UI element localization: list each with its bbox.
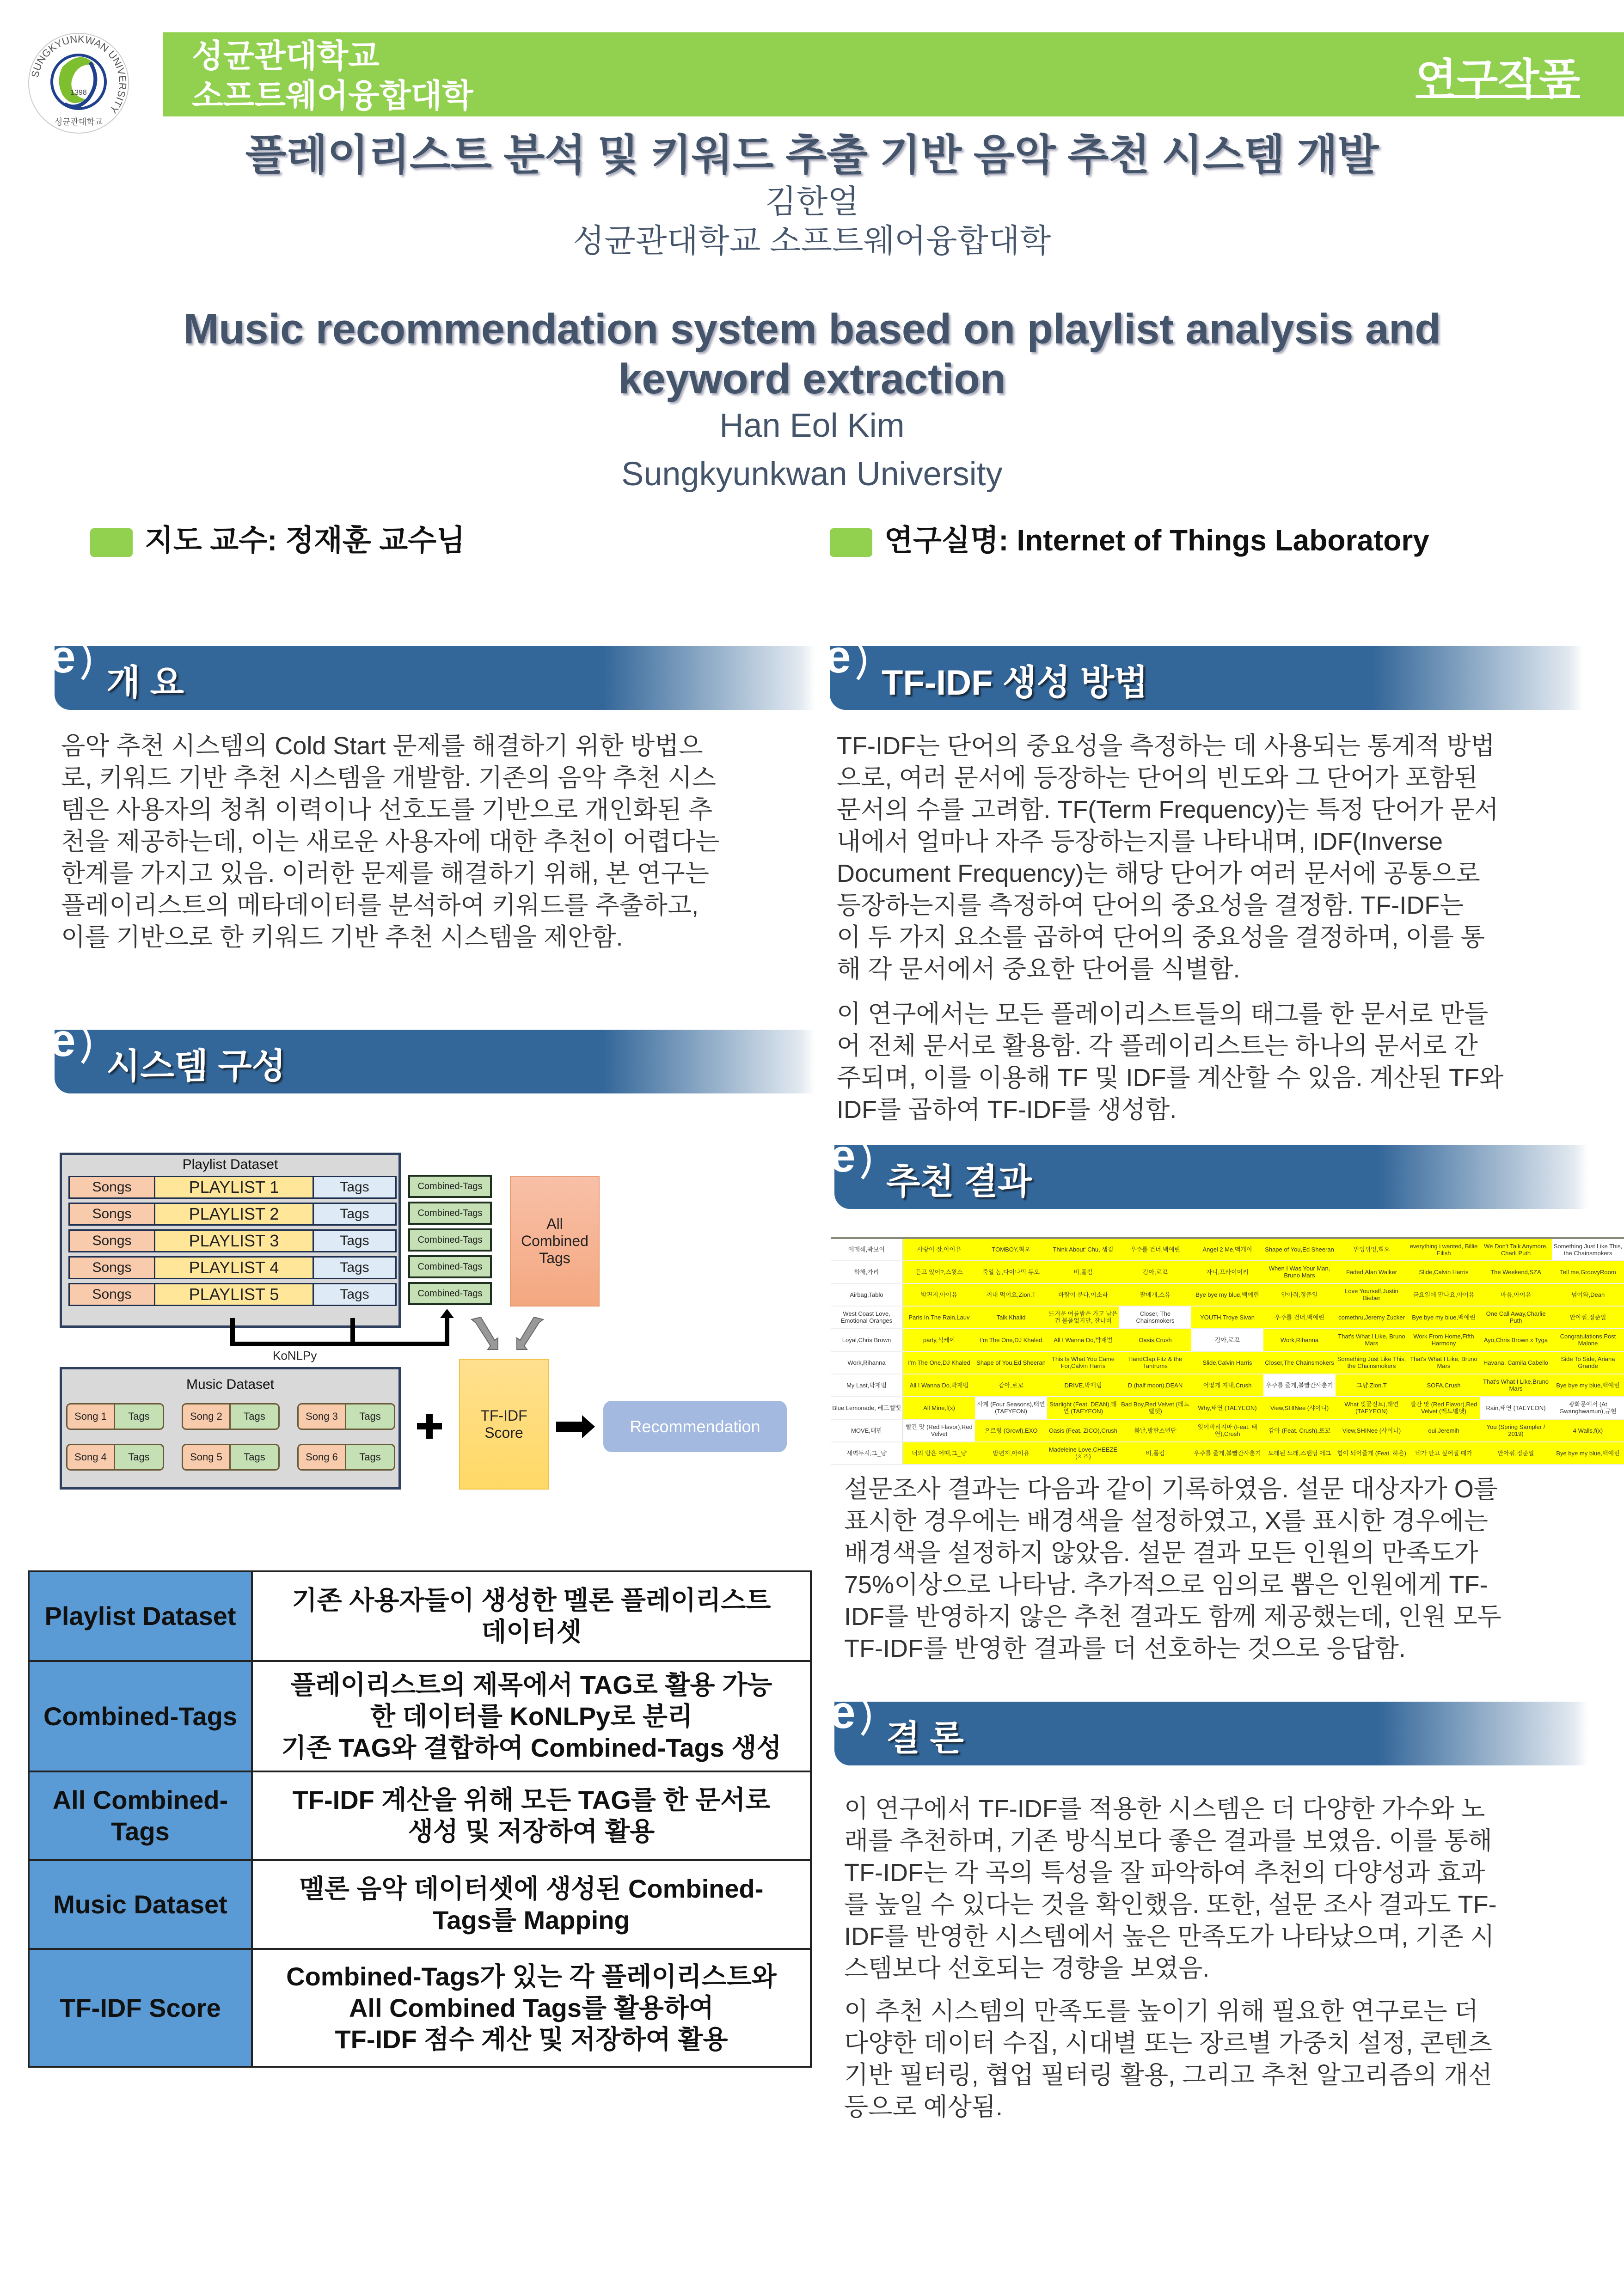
text-line: 를 높일 수 있다는 것을 확인했음. 또한, 설문 조사 결과도 TF-: [844, 1891, 1497, 1918]
description-line: 데이터셋: [481, 1617, 582, 1646]
text-line: IDF를 반영하지 않은 추천 결과도 함께 제공했는데, 인원 모두: [844, 1603, 1501, 1630]
song-pill: [66, 1403, 164, 1430]
playlist-row: [68, 1283, 397, 1306]
section-header-system: [50, 1017, 815, 1093]
banner-university: 성균관대학교: [192, 38, 380, 74]
description-line: All Combined Tags를 활용하여: [349, 1993, 714, 2022]
text-line: 문서의 수를 고려함. TF(Term Frequency)는 특정 단어가 문서: [837, 796, 1499, 824]
song-tags-label: Tags: [231, 1404, 278, 1429]
playlist-row: [68, 1229, 397, 1252]
recommended-song-liked: I'm The One,DJ Khaled: [975, 1329, 1047, 1351]
recommended-song-liked: 어떻게 지내,Crush: [1191, 1374, 1263, 1397]
recommended-song-liked: Why,태연 (TAEYEON): [1191, 1397, 1263, 1419]
section-title: TF-IDF 생성 방법: [882, 663, 1148, 702]
recommended-song-liked: YOUTH,Troye Sivan: [1191, 1306, 1263, 1329]
school-english: Sungkyunkwan University: [621, 456, 1003, 493]
svg-text:e: e: [50, 1017, 76, 1066]
definition-row: [29, 1860, 811, 1949]
song-pill: [297, 1444, 395, 1471]
description-line: 멜론 음악 데이터셋에 생성된 Combined-: [299, 1874, 764, 1903]
results-row: [831, 1351, 1624, 1374]
recommended-song-liked: That's What I Like, Bruno Mars: [1408, 1351, 1480, 1374]
e-logo-icon: [50, 1017, 101, 1072]
recommended-song-not-liked: 사계 (Four Seasons),태연 (TAEYEON): [975, 1397, 1047, 1419]
recommended-song-liked: Bye bye my blue,백예린: [1552, 1442, 1624, 1465]
recommended-song-liked: Slide,Calvin Harris: [1408, 1261, 1480, 1283]
text-line: IDF를 곱하여 TF-IDF를 생성함.: [837, 1096, 1177, 1124]
song-pill: [182, 1403, 280, 1430]
text-line: 이 연구에서 TF-IDF를 적용한 시스템은 더 다양한 가수와 노: [844, 1795, 1485, 1823]
definition-row: [29, 1571, 811, 1661]
konlpy-flow-arrow-icon: [222, 1308, 462, 1354]
recommended-song-liked: 비,폴킴: [1119, 1442, 1191, 1465]
recommended-song-liked: party,식케이: [903, 1329, 975, 1351]
all-combined-tags-box: All Combined Tags: [510, 1176, 600, 1307]
recommended-song-liked: 사랑이 잘,아이유: [903, 1238, 975, 1261]
description-line: 플레이리스트의 제목에서 TAG로 활용 가능: [290, 1670, 772, 1699]
definition-row: [29, 1771, 811, 1860]
playlist-row: [68, 1256, 397, 1279]
songs-cell: Songs: [70, 1204, 154, 1224]
recommended-song-liked: 금요일에 만나요,아이유: [1408, 1283, 1480, 1306]
recommended-song-liked: Side To Side, Ariana Grande: [1552, 1351, 1624, 1374]
recommended-song-liked: oui,Jeremih: [1408, 1419, 1480, 1442]
e-logo-icon: [830, 1689, 881, 1744]
recommended-song-liked: 잊어버리지마 (Feat. 태연),Crush: [1191, 1419, 1263, 1442]
right-arrow-icon: [556, 1415, 595, 1438]
recommended-song-liked: Starlight (Feat. DEAN),태연 (TAEYEON): [1047, 1397, 1119, 1419]
recommended-song-not-liked: 광화문에서 (At Gwanghwamun),규현: [1552, 1397, 1624, 1419]
recommended-song-liked: Oasis,Crush: [1119, 1329, 1191, 1351]
banner-category-tag: 연구작품: [1416, 56, 1580, 103]
definition-term: Music Dataset: [29, 1860, 252, 1949]
songs-cell: Songs: [70, 1284, 154, 1305]
text-line: 으로, 여러 문서에 등장하는 단어의 빈도와 그 단어가 포함된: [837, 764, 1478, 792]
text-line: 플레이리스트의 메타데이터를 분석하여 키워드를 추출하고,: [61, 892, 699, 919]
recommended-song-liked: DRIVE,박재범: [1047, 1374, 1119, 1397]
logo-ring-text: SUNGKYUNKWAN UNIVERSITY: [29, 33, 129, 116]
e-logo-icon: [825, 633, 876, 689]
description-line: TF-IDF 점수 계산 및 저장하여 활용: [335, 2024, 728, 2054]
recommended-song-liked: 죽일 놈,다이나믹 듀오: [975, 1261, 1047, 1283]
playlist-cell: PLAYLIST 5: [154, 1284, 314, 1305]
recommended-song-liked: Slide,Calvin Harris: [1191, 1351, 1263, 1374]
recommended-song-liked: 으르렁 (Growl),EXO: [975, 1419, 1047, 1442]
recommended-song-liked: SOFA,Crush: [1408, 1374, 1480, 1397]
combined-tags-box: Combined-Tags: [408, 1202, 492, 1225]
definition-row: [29, 1949, 811, 2067]
recommended-song-liked: 꺼내 먹어요,Zion.T: [975, 1283, 1047, 1306]
recommended-song-liked: 빨간 맛 (Red Flavor),Red Velvet (레드벨벳): [1408, 1397, 1480, 1419]
title-korean: 플레이리스트 분석 및 키워드 추출 기반 음악 추천 시스템 개발: [245, 132, 1379, 179]
song-label: Song 5: [183, 1445, 231, 1469]
playlist-row: [68, 1203, 397, 1226]
recommended-song-liked: everything i wanted, Billie Eilish: [1408, 1238, 1480, 1261]
recommended-song-liked: 감아,로꼬: [975, 1374, 1047, 1397]
recommended-song-liked: All I Wanna Do,박재범: [1047, 1329, 1119, 1351]
song-tags-label: Tags: [115, 1445, 163, 1469]
recommended-song-liked: TOMBOY,혁오: [975, 1238, 1047, 1261]
recommended-song-liked: Ayo,Chris Brown x Tyga: [1480, 1329, 1552, 1351]
text-line: 등으로 예상됨.: [844, 2093, 1003, 2121]
tfidf-score-box: TF-IDF Score: [459, 1359, 549, 1490]
text-line: 래를 추천하며, 기존 방식보다 좋은 결과를 보였음. 이를 통해: [844, 1827, 1492, 1855]
playlist-dataset-title: Playlist Dataset: [182, 1157, 278, 1172]
text-line: TF-IDF는 각 곡의 특성을 잘 파악하여 추천의 다양성과 효과: [844, 1859, 1485, 1887]
row-seed-song: 하해,가리: [831, 1261, 903, 1283]
recommended-song-not-liked: Closer, The Chainsmokers: [1119, 1306, 1191, 1329]
results-row: [831, 1419, 1624, 1442]
results-row: [831, 1374, 1624, 1397]
header-banner: [163, 32, 1624, 116]
recommended-song-liked: Faded,Alan Walker: [1336, 1261, 1408, 1283]
advisor-info: [90, 517, 465, 559]
playlist-cell: PLAYLIST 4: [154, 1258, 314, 1278]
section-title: 추천 결과: [886, 1162, 1032, 1202]
section-header-tfidf: [825, 633, 1583, 710]
recommended-song-liked: All I Wanna Do,박재범: [903, 1374, 975, 1397]
text-line: 로, 키워드 기반 추천 시스템을 개발함. 기존의 음악 추천 시스: [61, 764, 716, 792]
song-tags-label: Tags: [231, 1445, 278, 1469]
row-seed-song: Airbag,Tablo: [831, 1283, 903, 1306]
playlist-cell: PLAYLIST 3: [154, 1231, 314, 1251]
text-line: 템은 사용자의 청취 이력이나 선호도를 기반으로 개인화된 추: [61, 796, 713, 824]
recommended-song-liked: 안아줘,정준일: [1480, 1442, 1552, 1465]
recommended-song-liked: That's What I Like,Bruno Mars: [1480, 1374, 1552, 1397]
song-label: Song 6: [299, 1445, 346, 1469]
recommended-song-liked: 안아줘,정준일: [1263, 1283, 1336, 1306]
recommended-song-not-liked: Something Just Like This, the Chainsmokers: [1552, 1238, 1624, 1261]
section-title: 결 론: [886, 1719, 964, 1758]
title-english-line1: Music recommendation system based on playlist analysis and: [183, 305, 1441, 353]
recommended-song-liked: 힘이 되어줄게 (Feat. 하은): [1336, 1442, 1408, 1465]
recommended-song-liked: 안아줘,정준일: [1552, 1306, 1624, 1329]
recommended-song-liked: That's What I Like, Bruno Mars: [1336, 1329, 1408, 1351]
author-korean: 김한얼: [765, 183, 859, 220]
text-line: IDF를 반영한 시스템에서 높은 만족도가 나타났으며, 기존 시: [844, 1923, 1495, 1950]
definitions-table: [28, 1570, 812, 2068]
definition-description: [252, 1949, 811, 2067]
green-bullet-icon: [830, 528, 872, 557]
recommended-song-liked: Shape of You,Ed Sheeran: [1263, 1238, 1336, 1261]
recommended-song-liked: 팔베개,소유: [1119, 1283, 1191, 1306]
section-header-results: [830, 1132, 1588, 1209]
section-title: 개 요: [106, 663, 184, 702]
combined-tags-box: Combined-Tags: [408, 1175, 492, 1198]
merge-arrows-icon: [469, 1317, 545, 1352]
recommended-song-liked: 밤편지,아이유: [903, 1283, 975, 1306]
text-line: 이 연구에서는 모든 플레이리스트들의 태그를 한 문서로 만들: [837, 1000, 1489, 1028]
row-seed-song: My Last,박재범: [831, 1374, 903, 1397]
songs-cell: Songs: [70, 1231, 154, 1251]
plus-icon: [417, 1414, 442, 1439]
text-line: 이 두 가지 요소를 곱하여 단어의 중요성을 결정하며, 이를 통: [837, 923, 1485, 951]
recommended-song-liked: 위잉위잉,혁오: [1336, 1238, 1408, 1261]
song-pill: [66, 1444, 164, 1471]
recommended-song-liked: 비,폴킴: [1047, 1261, 1119, 1283]
section-header-overview: [50, 633, 815, 710]
text-line: TF-IDF를 반영한 결과를 더 선호하는 것으로 응답함.: [844, 1635, 1406, 1662]
text-line: 내에서 얼마나 자주 등장하는지를 나타내며, IDF(Inverse: [837, 828, 1443, 855]
advisor-text: 지도 교수: 정재훈 교수님: [145, 524, 465, 557]
recommended-song-liked: 자니,프라이머리: [1191, 1261, 1263, 1283]
definition-term: Playlist Dataset: [29, 1571, 252, 1661]
results-row: [831, 1397, 1624, 1419]
tags-cell: Tags: [314, 1204, 395, 1224]
definition-description: [252, 1571, 811, 1661]
text-line: 이 추천 시스템의 만족도를 높이기 위해 필요한 연구로는 더: [844, 1997, 1478, 2025]
text-line: 표시한 경우에는 배경색을 설정하였고, X를 표시한 경우에는: [844, 1507, 1488, 1535]
song-tags-label: Tags: [115, 1404, 163, 1429]
recommended-song-liked: Madeleine Love,CHEEZE (치즈): [1047, 1442, 1119, 1465]
recommended-song-liked: HandClap,Fitz & the Tantrums: [1119, 1351, 1191, 1374]
svg-text:e: e: [830, 1689, 856, 1738]
combined-tags-box: Combined-Tags: [408, 1255, 492, 1278]
recommended-song-liked: Work From Home,Fifth Harmony: [1408, 1329, 1480, 1351]
recommended-song-liked: What 벚꽃진트),태연 (TAEYEON): [1336, 1397, 1408, 1419]
recommended-song-liked: Talk,Khalid: [975, 1306, 1047, 1329]
conclusion-text-2: [844, 1996, 1492, 2123]
description-line: 한 데이터를 KoNLPy로 분리: [370, 1701, 693, 1731]
recommendation-results-table: [831, 1237, 1624, 1465]
row-seed-song: Work,Rihanna: [831, 1351, 903, 1374]
recommended-song-liked: 감아,로꼬: [1119, 1261, 1191, 1283]
university-logo: [25, 30, 132, 136]
text-line: 주되며, 이를 이용해 TF 및 IDF를 계산할 수 있음. 계산된 TF와: [837, 1064, 1504, 1092]
recommended-song-liked: 봄날,방탄소년단: [1119, 1419, 1191, 1442]
recommended-song-liked: You (Spring Sampler / 2019): [1480, 1419, 1552, 1442]
definition-description: [252, 1661, 811, 1771]
results-row: [831, 1238, 1624, 1261]
recommended-song-liked: Think About' Chu, 샘김: [1047, 1238, 1119, 1261]
recommended-song-liked: 우주를 건너,백예린: [1119, 1238, 1191, 1261]
e-logo-icon: [830, 1132, 881, 1188]
tfidf-text-1: [837, 730, 1499, 985]
playlist-row: [68, 1176, 397, 1199]
recommended-song-liked: 바람이 분다,이소라: [1047, 1283, 1119, 1306]
recommended-song-liked: Bye bye my blue,백예린: [1408, 1306, 1480, 1329]
song-label: Song 1: [67, 1404, 115, 1429]
recommended-song-liked: 네가 안고 싶어질 때가: [1408, 1442, 1480, 1465]
conclusion-text-1: [844, 1793, 1497, 1985]
recommended-song-not-liked: Rain,태연 (TAEYEON): [1480, 1397, 1552, 1419]
description-line: Tags를 Mapping: [433, 1905, 630, 1935]
song-pill: [182, 1444, 280, 1471]
recommended-song-liked: 감아 (Feat. Crush),로꼬: [1263, 1419, 1336, 1442]
row-seed-song: MOVE,태민: [831, 1419, 903, 1442]
tags-cell: Tags: [314, 1231, 395, 1251]
music-dataset-title: Music Dataset: [186, 1377, 275, 1392]
recommended-song-liked: Love Yourself,Justin Bieber: [1336, 1283, 1408, 1306]
tfidf-text-2: [837, 998, 1503, 1126]
song-tags-label: Tags: [346, 1445, 394, 1469]
definition-description: [252, 1860, 811, 1949]
svg-text:e: e: [830, 1132, 856, 1182]
results-row: [831, 1283, 1624, 1306]
recommended-song-liked: 우주를 건너,백예린: [1263, 1306, 1336, 1329]
playlist-cell: PLAYLIST 1: [154, 1177, 314, 1197]
recommended-song-liked: Bye bye my blue,백예린: [1552, 1374, 1624, 1397]
recommended-song-liked: One Call Away,Charlie Puth: [1480, 1306, 1552, 1329]
recommended-song-liked: Angel 2 Me,맥케이: [1191, 1238, 1263, 1261]
recommended-song-liked: When I Was Your Man, Bruno Mars: [1263, 1261, 1336, 1283]
definition-row: [29, 1661, 811, 1771]
section-header-conclusion: [830, 1689, 1588, 1765]
recommended-song-liked: Something Just Like This, the Chainsmokers: [1336, 1351, 1408, 1374]
text-line: 천을 제공하는데, 이는 새로운 사용자에 대한 추천이 어렵다는: [61, 828, 720, 855]
svg-text:e: e: [50, 633, 76, 683]
results-row: [831, 1329, 1624, 1351]
combined-tags-box: Combined-Tags: [408, 1282, 492, 1305]
songs-cell: Songs: [70, 1258, 154, 1278]
lab-text: 연구실명: Internet of Things Laboratory: [884, 524, 1429, 557]
recommended-song-liked: Closer,The Chainsmokers: [1263, 1351, 1336, 1374]
row-seed-song: 새벽두시,그_냥: [831, 1442, 903, 1465]
song-tags-label: Tags: [346, 1404, 394, 1429]
recommended-song-liked: 듣고 있어?,스윗스: [903, 1261, 975, 1283]
recommended-song-liked: View,SHINee (샤이니): [1336, 1419, 1408, 1442]
recommended-song-not-liked: 감아,로꼬: [1191, 1329, 1263, 1351]
text-line: 배경색을 설정하지 않았음. 설문 결과 모든 인원의 만족도가: [844, 1539, 1478, 1567]
recommended-song-liked: 오래된 노래,스탠딩 에그: [1263, 1442, 1336, 1465]
description-line: TF-IDF 계산을 위해 모든 TAG를 한 문서로: [292, 1785, 771, 1814]
recommended-song-liked: This Is What You Came For,Calvin Harris: [1047, 1351, 1119, 1374]
description-line: Combined-Tags가 있는 각 플레이리스트와: [286, 1961, 777, 1991]
logo-korean-text: 성균관대학교: [54, 117, 103, 127]
recommended-song-liked: Bye bye my blue,백예린: [1191, 1283, 1263, 1306]
author-english: Han Eol Kim: [719, 407, 905, 444]
song-label: Song 2: [183, 1404, 231, 1429]
recommended-song-liked: Work,Rihanna: [1263, 1329, 1336, 1351]
logo-year: 1398: [70, 89, 87, 97]
recommended-song-liked: All Mine,f(x): [903, 1397, 975, 1419]
text-line: 설문조사 결과는 다음과 같이 기록하였음. 설문 대상자가 O를: [844, 1475, 1498, 1503]
text-line: 어 전체 문서로 활용함. 각 플레이리스트는 하나의 문서로 간: [837, 1032, 1478, 1060]
text-line: 해 각 문서에서 중요한 단어를 식별함.: [837, 955, 1240, 983]
music-dataset-box: [60, 1367, 401, 1490]
song-label: Song 3: [299, 1404, 346, 1429]
row-seed-song: Blue Lemonade, 레드벨벳: [831, 1397, 903, 1419]
recommended-song-liked: I'm The One,DJ Khaled: [903, 1351, 975, 1374]
description-line: 기존 사용자들이 생성한 멜론 플레이리스트: [292, 1586, 771, 1615]
songs-cell: Songs: [70, 1177, 154, 1197]
recommended-song-liked: Bad Boy,Red Velvet (레드벨벳): [1119, 1397, 1191, 1419]
recommended-song-liked: 넘어와,Dean: [1552, 1283, 1624, 1306]
section-title: 시스템 구성: [106, 1047, 286, 1086]
recommended-song-liked: Shape of You,Ed Sheeran: [975, 1351, 1047, 1374]
recommended-song-liked: Oasis (Feat. ZICO),Crush: [1047, 1419, 1119, 1442]
recommended-song-liked: 우주를 줄게,볼빨간사춘기: [1191, 1442, 1263, 1465]
recommended-song-liked: Havana, Camila Cabello: [1480, 1351, 1552, 1374]
recommended-song-liked: 마음,아이유: [1480, 1283, 1552, 1306]
results-text: [844, 1473, 1501, 1665]
recommended-song-not-liked: 우주를 줄게,볼빨간사춘기: [1263, 1374, 1336, 1397]
recommended-song-liked: 그냥,Zion.T: [1336, 1374, 1408, 1397]
text-line: 음악 추천 시스템의 Cold Start 문제를 해결하기 위한 방법으: [61, 732, 703, 760]
text-line: 등장하는지를 측정하여 단어의 중요성을 결정함. TF-IDF는: [837, 892, 1464, 919]
description-line: 생성 및 저장하여 활용: [408, 1817, 655, 1846]
tags-cell: Tags: [314, 1284, 395, 1305]
recommended-song-liked: D (half moon),DEAN: [1119, 1374, 1191, 1397]
recommended-song-not-liked: 빨간 맛 (Red Flavor),Red Velvet: [903, 1419, 975, 1442]
recommended-song-liked: We Don't Talk Anymore, Charli Puth: [1480, 1238, 1552, 1261]
definition-description: [252, 1771, 811, 1860]
text-line: 스템보다 선호되는 경향을 보였음.: [844, 1954, 1210, 1982]
text-line: 한계를 가지고 있음. 이러한 문제를 해결하기 위해, 본 연구는: [61, 860, 709, 887]
row-seed-song: 애매해,곽보이: [831, 1238, 903, 1261]
text-line: 기반 필터링, 협업 필터링 활용, 그리고 추천 알고리즘의 개선: [844, 2061, 1492, 2089]
recommended-song-liked: 뜨거운 여름밤은 가고 남은 건 볼품없지만, 잔나비: [1047, 1306, 1119, 1329]
song-label: Song 4: [67, 1445, 115, 1469]
text-line: Document Frequency)는 해당 단어가 여러 문서에 공통으로: [837, 860, 1480, 887]
text-line: 다양한 데이터 수집, 시대별 또는 장르별 가중치 설정, 콘텐츠: [844, 2029, 1492, 2057]
results-row: [831, 1261, 1624, 1283]
recommended-song-liked: The Weekend,SZA: [1480, 1261, 1552, 1283]
row-seed-song: Loyal,Chris Brown: [831, 1329, 903, 1351]
tags-cell: Tags: [314, 1258, 395, 1278]
green-bullet-icon: [90, 528, 133, 557]
playlist-cell: PLAYLIST 2: [154, 1204, 314, 1224]
title-english-line2: keyword extraction: [618, 355, 1006, 403]
recommended-song-liked: comethru,Jeremy Zucker: [1336, 1306, 1408, 1329]
combined-tags-box: Combined-Tags: [408, 1228, 492, 1252]
text-line: 이를 기반으로 한 키워드 기반 추천 시스템을 제안함.: [61, 923, 623, 951]
lab-info: [830, 517, 1429, 559]
banner-college: 소프트웨어융합대학: [192, 78, 473, 114]
svg-text:e: e: [825, 633, 851, 683]
text-line: 75%이상으로 나타남. 추가적으로 임의로 뽑은 인원에게 TF-: [844, 1571, 1488, 1599]
recommended-song-liked: Congratulations,Post Malone: [1552, 1329, 1624, 1351]
results-row: [831, 1442, 1624, 1465]
e-logo-icon: [50, 633, 101, 689]
tags-cell: Tags: [314, 1177, 395, 1197]
recommended-song-liked: View,SHINee (샤이니): [1263, 1397, 1336, 1419]
song-pill: [297, 1403, 395, 1430]
recommendation-box: Recommendation: [603, 1401, 787, 1452]
definition-term: TF-IDF Score: [29, 1949, 252, 2067]
recommended-song-liked: 너의 밤은 어때,그_냥: [903, 1442, 975, 1465]
row-seed-song: West Coast Love, Emotional Oranges: [831, 1306, 903, 1329]
recommended-song-liked: Paris In The Rain,Lauv: [903, 1306, 975, 1329]
results-row: [831, 1306, 1624, 1329]
description-line: 기존 TAG와 결합하여 Combined-Tags 생성: [281, 1733, 782, 1762]
recommended-song-liked: Tell me,GroovyRoom: [1552, 1261, 1624, 1283]
konlpy-label: KoNLPy: [273, 1349, 317, 1362]
recommended-song-liked: 4 Walls,f(x): [1552, 1419, 1624, 1442]
playlist-dataset-box: [60, 1153, 401, 1328]
definition-term: Combined-Tags: [29, 1661, 252, 1771]
school-korean: 성균관대학교 소프트웨어융합대학: [573, 223, 1051, 259]
text-line: TF-IDF는 단어의 중요성을 측정하는 데 사용되는 통계적 방법: [837, 732, 1495, 760]
definition-term: All Combined-Tags: [29, 1771, 252, 1860]
overview-text: [61, 730, 719, 953]
recommended-song-liked: 밤편지,아이유: [975, 1442, 1047, 1465]
